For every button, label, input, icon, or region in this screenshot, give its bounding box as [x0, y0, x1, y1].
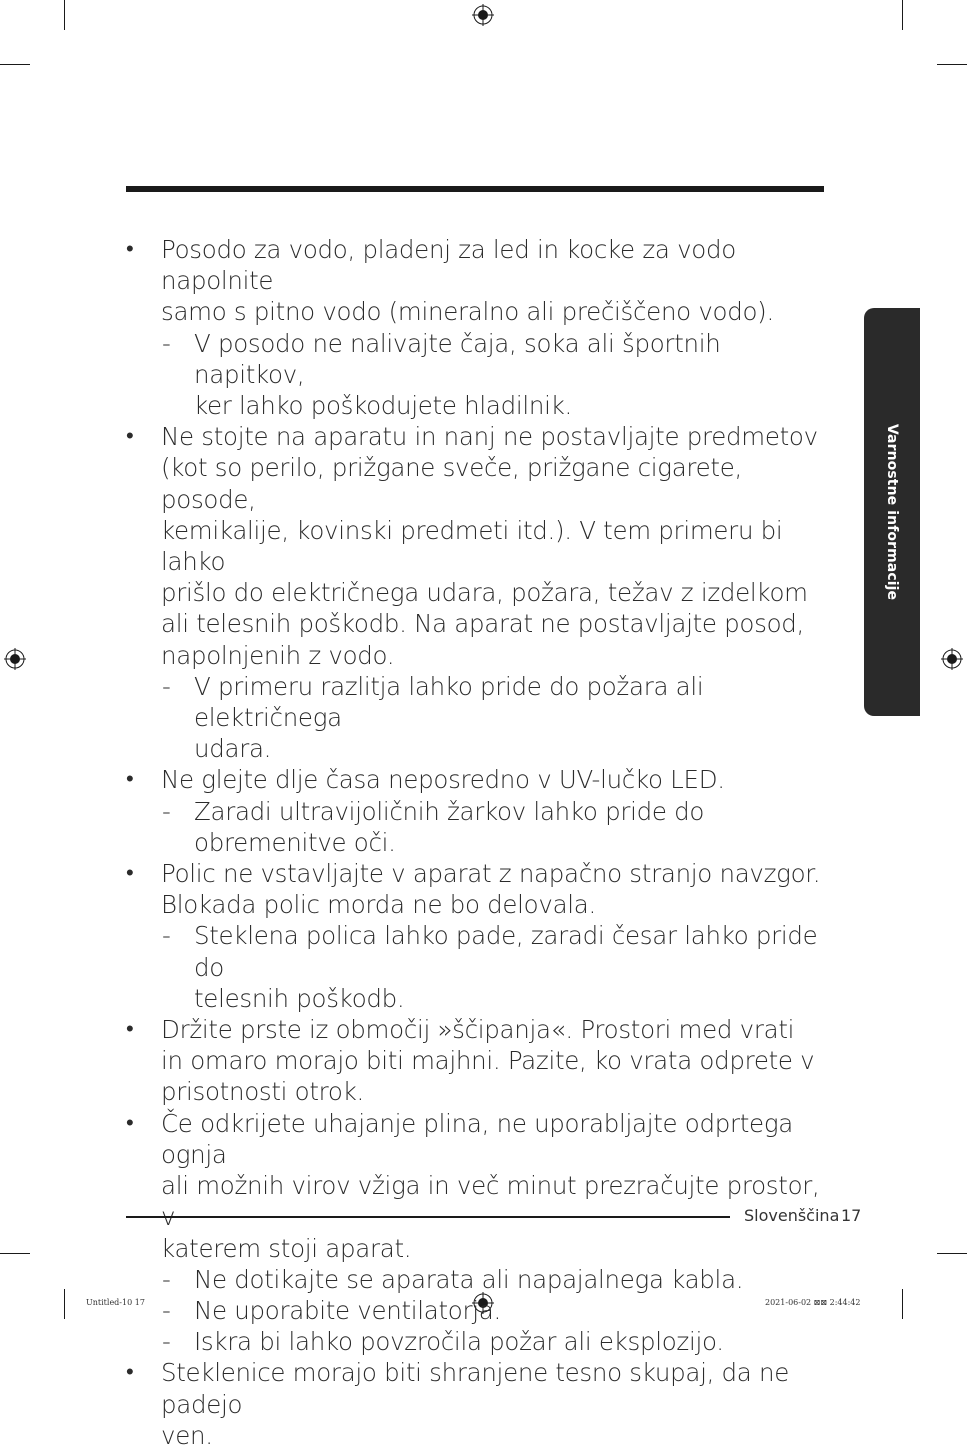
sub-item-line: udara. [194, 734, 272, 764]
bullet-item [126, 1108, 826, 1264]
bullet-item-line: samo s pitno vodo (mineralno ali prečiščeno vodo). [161, 297, 774, 327]
sub-item-line: ker lahko poškodujete hladilnik. [194, 391, 572, 421]
crop-mark-bottom-left-v [64, 1289, 65, 1319]
registration-mark-icon [4, 648, 26, 670]
sub-item-line: V posodo ne nalivajte čaja, soka ali športnih napitkov, [194, 328, 721, 389]
sub-item [126, 1295, 826, 1326]
bullet-item [126, 858, 826, 920]
registration-mark-icon [941, 648, 963, 670]
footer-rule [126, 1216, 730, 1218]
registration-mark-icon [472, 4, 494, 26]
bullet-item-line: (kot so perilo, prižgane sveče, prižgane cigarete, posode, [161, 453, 742, 514]
bullet-item-line: prisotnosti otrok. [161, 1077, 364, 1107]
dash-icon: - [162, 796, 171, 826]
sub-item [126, 1326, 826, 1357]
bullet-icon: • [126, 767, 134, 793]
side-section-tab-label: Varnostne informacije [884, 423, 900, 601]
bullet-icon: • [126, 1360, 134, 1386]
bullet-item-line: Steklenice morajo biti shranjene tesno skupaj, da ne padejo [161, 1358, 790, 1419]
crop-mark-bottom-left-h [0, 1253, 30, 1254]
sub-item [126, 1264, 826, 1295]
bullet-item-line: ali možnih virov vžiga in več minut prezračujte prostor, [161, 1171, 820, 1201]
bullet-item-line: Držite prste iz območij »ščipanja«. Prostori med vrati [161, 1015, 795, 1045]
bullet-item-line: napolnjenih z vodo. [161, 640, 395, 670]
bullet-item-line: Polic ne vstavljajte v aparat z napačno stranjo navzgor. [161, 859, 821, 889]
dash-icon: - [162, 671, 171, 701]
sub-item-line: V primeru razlitja lahko pride do požara ali električnega [194, 671, 704, 733]
bullet-icon: • [126, 861, 134, 887]
sub-item-line: Ne uporabite ventilatorja. [194, 1295, 501, 1325]
bullet-item-line: Ne glejte dlje časa neposredno v UV-lučko LED. [161, 765, 725, 795]
bullet-item-line: Posodo za vodo, pladenj za led in kocke za vodo napolnite [161, 235, 736, 296]
bullet-item-line: Če odkrijete uhajanje plina, ne uporabljajte odprtega ognja [161, 1108, 793, 1169]
crop-mark-top-right-h [937, 64, 967, 65]
sub-item-line: telesnih poškodb. [194, 983, 405, 1013]
dash-icon: - [162, 921, 171, 951]
crop-mark-top-left-v [64, 0, 65, 30]
sub-item [126, 796, 826, 858]
dash-icon: - [162, 328, 171, 358]
bullet-item-line: kemikalije, kovinski predmeti itd.). V tem primeru bi lahko [161, 515, 783, 577]
crop-mark-top-left-h [0, 64, 30, 65]
sub-item-line: Iskra bi lahko povzročila požar ali eksplozijo. [194, 1327, 724, 1357]
bullet-item [126, 234, 826, 328]
page-number: 17 [841, 1206, 862, 1225]
bullet-item [126, 1357, 826, 1451]
sub-item [126, 328, 826, 422]
sub-item-line: Ne dotikajte se aparata ali napajalnega kabla. [194, 1264, 744, 1294]
safety-list [126, 234, 826, 1451]
bullet-item-line: prišlo do električnega udara, požara, težav z izdelkom [161, 578, 808, 608]
bullet-item-line: katerem stoji aparat. [161, 1233, 412, 1263]
sub-item-line: Steklena polica lahko pade, zaradi česar lahko pride do [194, 921, 818, 982]
sub-item [126, 671, 826, 765]
dash-icon: - [162, 1327, 171, 1357]
bullet-item-line: ali telesnih poškodb. Na aparat ne postavljajte posod, [161, 609, 805, 639]
bullet-icon: • [126, 237, 134, 262]
sub-item [126, 920, 826, 1014]
bullet-item-line: Blokada polic morda ne bo delovala. [161, 890, 596, 920]
crop-mark-bottom-right-h [937, 1253, 967, 1254]
side-section-tab-label-wrap [864, 308, 920, 716]
bullet-item-line: Ne stojte na aparatu in nanj ne postavljajte predmetov [161, 422, 818, 452]
sub-item-line: Zaradi ultravijoličnih žarkov lahko pride do [194, 796, 705, 826]
section-top-rule [126, 186, 824, 192]
bullet-item [126, 421, 826, 671]
dash-icon: - [162, 1264, 171, 1294]
bullet-item-line: in omaro morajo biti majhni. Pazite, ko vrata odprete v [161, 1046, 815, 1076]
bullet-icon: • [126, 1017, 134, 1043]
bullet-icon: • [126, 424, 134, 450]
bullet-item-line: ven. [161, 1420, 213, 1450]
sub-item-line: obremenitve oči. [194, 827, 396, 857]
print-slug-datetime: 2021-06-02 ⊠⊠ 2:44:42 [765, 1298, 861, 1307]
bullet-item [126, 1014, 826, 1108]
crop-mark-bottom-right-v [902, 1289, 903, 1319]
print-slug-file: Untitled-10 17 [86, 1298, 145, 1307]
footer-language: Slovenščina [744, 1206, 840, 1225]
dash-icon: - [162, 1295, 171, 1325]
bullet-item [126, 764, 826, 795]
crop-mark-top-right-v [902, 0, 903, 30]
bullet-icon: • [126, 1110, 134, 1136]
